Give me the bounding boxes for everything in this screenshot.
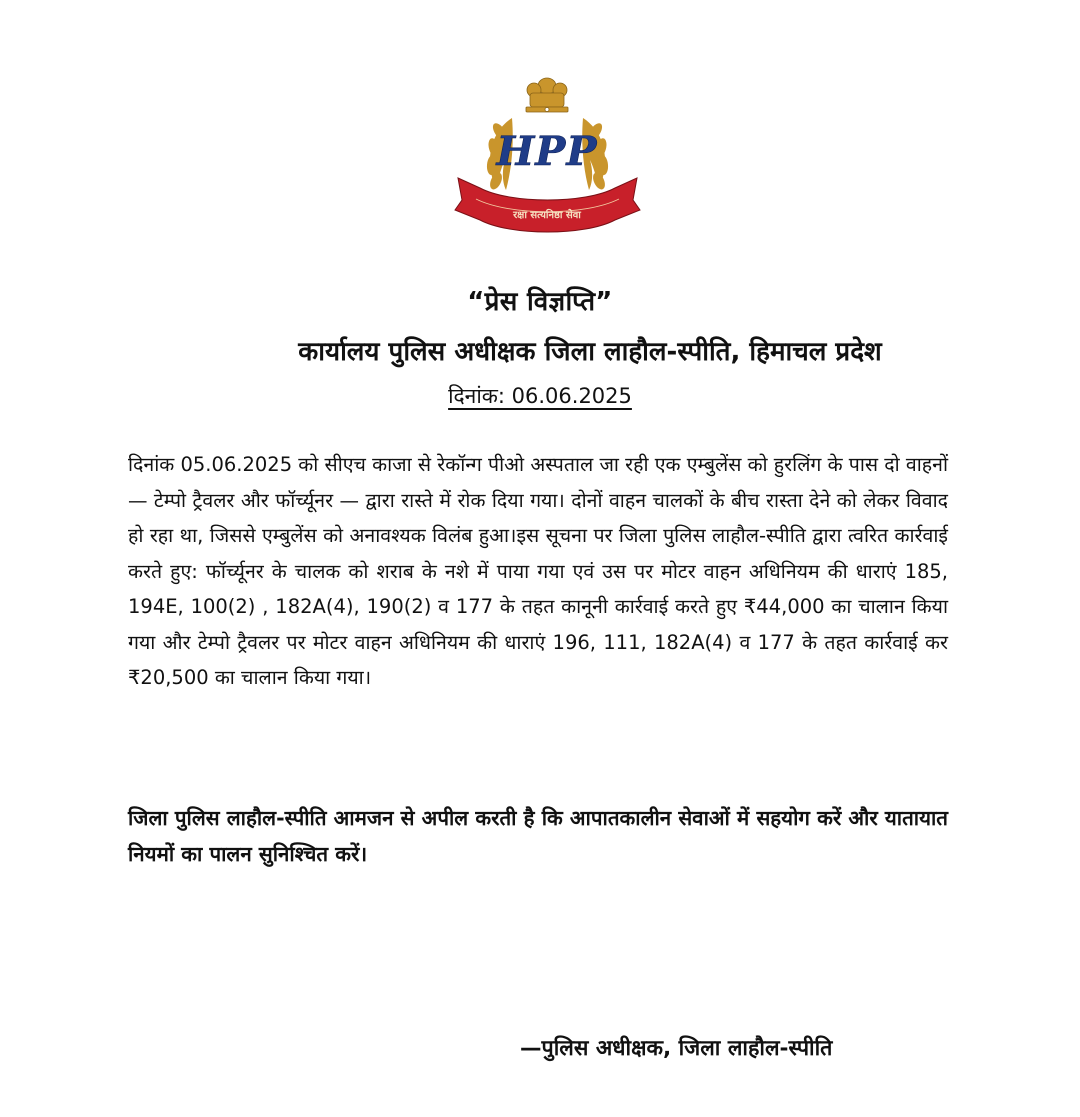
body-paragraph: दिनांक 05.06.2025 को सीएच काजा से रेकॉन्ग पीओ अस्पताल जा रही एक एम्बुलेंस को हुरलिंग के पास दो वाहनों — टेम्पो ट्रैवलर और फॉर्च्यूनर — द्वारा रास्ते में रोक दिया गया। दोनों वाहन चालकों के बीच रास्ता देने को लेकर विवाद हो रहा था, जिससे एम्बुलेंस को अनावश्यक विलंब हुआ।इस सूचना पर जिला पुलिस लाहौल-स्पीति द्वारा त्वरित कार्रवाई करते हुए: फॉर्च्यूनर के चालक को शराब के नशे में पाया गया एवं उस पर मोटर वाहन अधिनियम की धाराएं 185, 194E, 100(2) , 182A(4), 190(2) व 177 के तहत कानूनी कार्रवाई करते हुए ₹44,000 का चालान किया गया और टेम्पो ट्रैवलर पर मोटर वाहन अधिनियम की धाराएं 196, 111, 182A(4) व 177 के तहत कार्रवाई कर ₹20,500 का चालान किया गया। — [128, 453, 948, 689]
hpp-police-emblem — [450, 70, 645, 235]
press-release-title: “प्रेस विज्ञप्ति” — [467, 287, 613, 317]
ashoka-lion-capital-icon — [526, 78, 568, 112]
office-heading: कार्यालय पुलिस अधीक्षक जिला लाहौल-स्पीति, हिमाचल प्रदेश — [298, 337, 882, 367]
release-date-text: दिनांक: 06.06.2025 — [448, 384, 632, 408]
motto-ribbon — [455, 178, 640, 232]
motto-ribbon-text: रक्षा सत्यनिष्ठा सेवा — [513, 210, 581, 221]
signature-line: —पुलिस अधीक्षक, जिला लाहौल-स्पीति — [520, 1036, 833, 1061]
public-appeal: जिला पुलिस लाहौल-स्पीति आमजन से अपील करती है कि आपातकालीन सेवाओं में सहयोग करें और यातायात नियमों का पालन सुनिश्चित करें। — [128, 806, 948, 866]
release-date — [0, 382, 1080, 410]
hpp-monogram: HPP — [496, 128, 598, 175]
